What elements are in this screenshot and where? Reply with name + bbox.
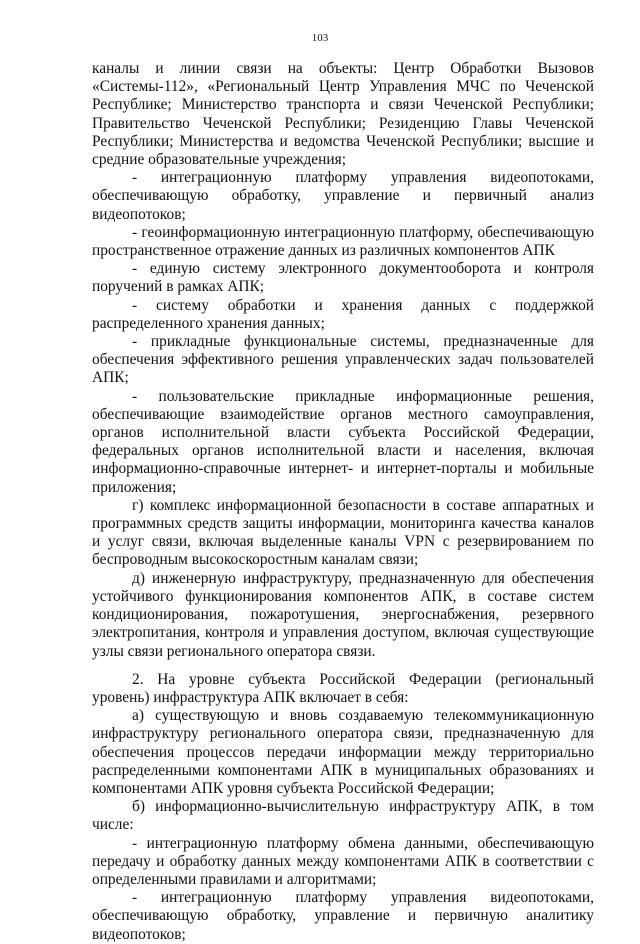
paragraph: - пользовательские прикладные информационные решения, обеспечивающие взаимодействие органов местного самоуправления, органов исполнительной власти субъекта Российской Федерации, федеральных органов исполнительной власти и населения, включая информационно-справочные интернет- и интернет-порталы и мобильные приложения; <box>92 387 594 496</box>
document-body <box>92 60 594 944</box>
paragraph: - интеграционную платформу управления видеопотоками, обеспечивающую обработку, управление и первичную аналитику видеопотоков; <box>92 889 594 943</box>
paragraph: - прикладные функциональные системы, предназначенные для обеспечения эффективного решения управленческих задач пользователей АПК; <box>92 333 594 387</box>
paragraph: г) комплекс информационной безопасности в составе аппаратных и программных средств защиты информации, мониторинга качества каналов и услуг связи, включая выделенные каналы VPN с резервированием по беспроводным высокоскоростным каналам связи; <box>92 496 594 569</box>
paragraph: - единую систему электронного документооборота и контроля поручений в рамках АПК; <box>92 260 594 296</box>
page-number: 103 <box>311 32 329 44</box>
paragraph: д) инженерную инфраструктуру, предназначенную для обеспечения устойчивого функционирования компонентов АПК, в составе систем кондиционирования, пожаротушения, энергоснабжения, резервного электропитания, контроля и управления доступом, включая существующие узлы связи регионального оператора связи. <box>92 569 594 660</box>
paragraph: - систему обработки и хранения данных с поддержкой распределенного хранения данных; <box>92 296 594 332</box>
paragraph: б) информационно-вычислительную инфраструктуру АПК, в том числе: <box>92 798 594 834</box>
paragraph: каналы и линии связи на объекты: Центр Обработки Вызовов «Системы-112», «Региональный Центр Управления МЧС по Чеченской Республике; Министерство транспорта и связи Чеченской Республики; Правительство Чеченской Республики; Резиденцию Главы Чеченской Республики; Министерства и ведомства Чеченской Республики; высшие и средние образовательные учреждения; <box>92 60 594 169</box>
paragraph: - геоинформационную интеграционную платформу, обеспечивающую пространственное отражение данных из различных компонентов АПК <box>92 223 594 260</box>
paragraph: - интеграционную платформу обмена данными, обеспечивающую передачу и обработку данных между компонентами АПК в соответствии с определенными правилами и алгоритмами; <box>92 834 594 888</box>
paragraph: 2. На уровне субъекта Российской Федерации (региональный уровень) инфраструктура АПК включает в себя: <box>92 670 594 706</box>
paragraph: а) существующую и вновь создаваемую телекоммуникационную инфраструктуру регионального оператора связи, предназначенную для обеспечения процессов передачи информации между территориально распределенными компонентами АПК в муниципальных образованиях и компонентами АПК уровня субъекта Российской Федерации; <box>92 707 594 797</box>
paragraph: - интеграционную платформу управления видеопотоками, обеспечивающую обработку, управление и первичный анализ видеопотоков; <box>92 169 594 223</box>
